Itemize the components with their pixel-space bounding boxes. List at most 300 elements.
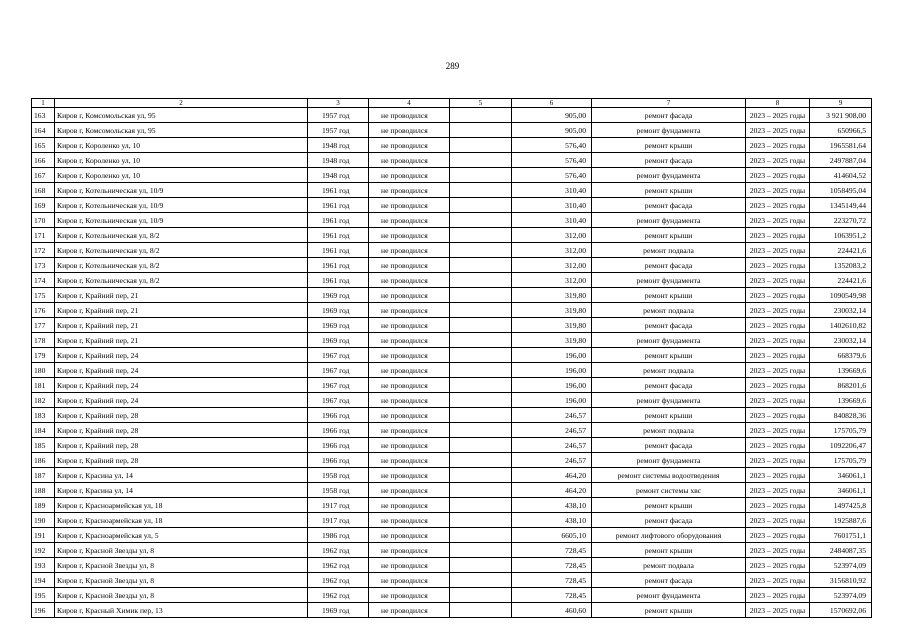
- area-cell: 312,00: [512, 228, 592, 243]
- cost-cell: 1497425,8: [810, 498, 872, 513]
- table-row: [32, 528, 872, 543]
- column-number-header: 9: [810, 99, 872, 108]
- address-cell: Киров г, Красина ул, 14: [55, 468, 308, 483]
- area-cell: 319,80: [512, 333, 592, 348]
- table-row: [32, 288, 872, 303]
- last-repair-cell: не проводился: [369, 318, 450, 333]
- area-cell: 312,00: [512, 273, 592, 288]
- build-year-cell: 1961 год: [308, 273, 369, 288]
- row-number-cell: 166: [32, 153, 55, 168]
- period-cell: 2023 – 2025 годы: [746, 213, 810, 228]
- period-cell: 2023 – 2025 годы: [746, 243, 810, 258]
- last-repair-cell: не проводился: [369, 303, 450, 318]
- cost-cell: 1402610,82: [810, 318, 872, 333]
- work-type-cell: ремонт фасада: [592, 108, 746, 123]
- build-year-cell: 1958 год: [308, 468, 369, 483]
- table-row: [32, 198, 872, 213]
- period-cell: 2023 – 2025 годы: [746, 198, 810, 213]
- last-repair-cell: не проводился: [369, 123, 450, 138]
- last-repair-cell: не проводился: [369, 588, 450, 603]
- work-type-cell: ремонт системы хвс: [592, 483, 746, 498]
- row-number-cell: 165: [32, 138, 55, 153]
- area-cell: 576,40: [512, 138, 592, 153]
- work-type-cell: ремонт крыши: [592, 228, 746, 243]
- column-number-header: 1: [32, 99, 55, 108]
- last-repair-cell: не проводился: [369, 108, 450, 123]
- address-cell: Киров г, Красной Звезды ул, 8: [55, 573, 308, 588]
- column-number-header: 2: [55, 99, 308, 108]
- row-number-cell: 168: [32, 183, 55, 198]
- last-repair-cell: не проводился: [369, 348, 450, 363]
- column-5-cell: [450, 393, 512, 408]
- area-cell: 464,20: [512, 483, 592, 498]
- period-cell: 2023 – 2025 годы: [746, 378, 810, 393]
- address-cell: Киров г, Красный Химик пер, 13: [55, 603, 308, 618]
- build-year-cell: 1967 год: [308, 363, 369, 378]
- row-number-cell: 183: [32, 408, 55, 423]
- column-5-cell: [450, 573, 512, 588]
- build-year-cell: 1961 год: [308, 198, 369, 213]
- cost-cell: 3156810,92: [810, 573, 872, 588]
- build-year-cell: 1917 год: [308, 498, 369, 513]
- area-cell: 196,00: [512, 393, 592, 408]
- column-number-header: 8: [746, 99, 810, 108]
- area-cell: 312,00: [512, 258, 592, 273]
- table-row: [32, 363, 872, 378]
- row-number-cell: 195: [32, 588, 55, 603]
- area-cell: 728,45: [512, 588, 592, 603]
- build-year-cell: 1962 год: [308, 543, 369, 558]
- period-cell: 2023 – 2025 годы: [746, 573, 810, 588]
- period-cell: 2023 – 2025 годы: [746, 528, 810, 543]
- row-number-cell: 190: [32, 513, 55, 528]
- cost-cell: 223270,72: [810, 213, 872, 228]
- address-cell: Киров г, Комсомольская ул, 95: [55, 108, 308, 123]
- period-cell: 2023 – 2025 годы: [746, 603, 810, 618]
- last-repair-cell: не проводился: [369, 153, 450, 168]
- period-cell: 2023 – 2025 годы: [746, 273, 810, 288]
- column-5-cell: [450, 168, 512, 183]
- column-5-cell: [450, 378, 512, 393]
- row-number-cell: 174: [32, 273, 55, 288]
- area-cell: 319,80: [512, 288, 592, 303]
- build-year-cell: 1961 год: [308, 258, 369, 273]
- period-cell: 2023 – 2025 годы: [746, 453, 810, 468]
- column-number-header: 4: [369, 99, 450, 108]
- last-repair-cell: не проводился: [369, 378, 450, 393]
- table-row: [32, 543, 872, 558]
- cost-cell: 7601751,1: [810, 528, 872, 543]
- row-number-cell: 185: [32, 438, 55, 453]
- table-row: [32, 468, 872, 483]
- build-year-cell: 1961 год: [308, 213, 369, 228]
- table-row: [32, 588, 872, 603]
- row-number-cell: 182: [32, 393, 55, 408]
- last-repair-cell: не проводился: [369, 408, 450, 423]
- cost-cell: 1352083,2: [810, 258, 872, 273]
- table-row: [32, 408, 872, 423]
- table-row: [32, 603, 872, 618]
- cost-cell: 1090549,98: [810, 288, 872, 303]
- area-cell: 728,45: [512, 558, 592, 573]
- last-repair-cell: не проводился: [369, 198, 450, 213]
- work-type-cell: ремонт фундамента: [592, 333, 746, 348]
- address-cell: Киров г, Котельническая ул, 8/2: [55, 243, 308, 258]
- row-number-cell: 192: [32, 543, 55, 558]
- row-number-cell: 163: [32, 108, 55, 123]
- address-cell: Киров г, Крайний пер, 24: [55, 393, 308, 408]
- address-cell: Киров г, Крайний пер, 24: [55, 363, 308, 378]
- work-type-cell: ремонт фундамента: [592, 588, 746, 603]
- column-5-cell: [450, 183, 512, 198]
- cost-cell: 2484087,35: [810, 543, 872, 558]
- row-number-cell: 187: [32, 468, 55, 483]
- area-cell: 319,80: [512, 318, 592, 333]
- address-cell: Киров г, Красноармейская ул, 5: [55, 528, 308, 543]
- column-5-cell: [450, 483, 512, 498]
- work-type-cell: ремонт фундамента: [592, 273, 746, 288]
- table-row: [32, 378, 872, 393]
- cost-cell: 1345149,44: [810, 198, 872, 213]
- address-cell: Киров г, Короленко ул, 10: [55, 168, 308, 183]
- column-5-cell: [450, 258, 512, 273]
- address-cell: Киров г, Красной Звезды ул, 8: [55, 543, 308, 558]
- work-type-cell: ремонт лифтового оборудования: [592, 528, 746, 543]
- area-cell: 438,10: [512, 513, 592, 528]
- address-cell: Киров г, Красной Звезды ул, 8: [55, 588, 308, 603]
- table-row: [32, 153, 872, 168]
- row-number-cell: 181: [32, 378, 55, 393]
- row-number-cell: 176: [32, 303, 55, 318]
- address-cell: Киров г, Котельническая ул, 8/2: [55, 228, 308, 243]
- table-row: [32, 273, 872, 288]
- area-cell: 905,00: [512, 108, 592, 123]
- column-number-header: 6: [512, 99, 592, 108]
- build-year-cell: 1966 год: [308, 453, 369, 468]
- work-type-cell: ремонт крыши: [592, 183, 746, 198]
- address-cell: Киров г, Короленко ул, 10: [55, 153, 308, 168]
- period-cell: 2023 – 2025 годы: [746, 408, 810, 423]
- address-cell: Киров г, Крайний пер, 21: [55, 333, 308, 348]
- work-type-cell: ремонт фундамента: [592, 168, 746, 183]
- area-cell: 312,00: [512, 243, 592, 258]
- build-year-cell: 1957 год: [308, 108, 369, 123]
- table-row: [32, 348, 872, 363]
- last-repair-cell: не проводился: [369, 558, 450, 573]
- row-number-cell: 177: [32, 318, 55, 333]
- area-cell: 576,40: [512, 168, 592, 183]
- address-cell: Киров г, Котельническая ул, 8/2: [55, 258, 308, 273]
- cost-cell: 175705,79: [810, 453, 872, 468]
- last-repair-cell: не проводился: [369, 363, 450, 378]
- build-year-cell: 1961 год: [308, 228, 369, 243]
- last-repair-cell: не проводился: [369, 393, 450, 408]
- period-cell: 2023 – 2025 годы: [746, 363, 810, 378]
- row-number-cell: 164: [32, 123, 55, 138]
- table-row: [32, 498, 872, 513]
- address-cell: Киров г, Котельническая ул, 8/2: [55, 273, 308, 288]
- column-5-cell: [450, 528, 512, 543]
- row-number-cell: 184: [32, 423, 55, 438]
- work-type-cell: ремонт фундамента: [592, 123, 746, 138]
- column-number-header: 7: [592, 99, 746, 108]
- cost-cell: 224421,6: [810, 273, 872, 288]
- column-5-cell: [450, 138, 512, 153]
- cost-cell: 523974,09: [810, 588, 872, 603]
- last-repair-cell: не проводился: [369, 213, 450, 228]
- address-cell: Киров г, Крайний пер, 28: [55, 453, 308, 468]
- last-repair-cell: не проводился: [369, 603, 450, 618]
- work-type-cell: ремонт подвала: [592, 243, 746, 258]
- column-5-cell: [450, 288, 512, 303]
- column-number-header: 5: [450, 99, 512, 108]
- row-number-cell: 196: [32, 603, 55, 618]
- build-year-cell: 1948 год: [308, 138, 369, 153]
- build-year-cell: 1969 год: [308, 603, 369, 618]
- cost-cell: 346061,1: [810, 483, 872, 498]
- column-5-cell: [450, 318, 512, 333]
- work-type-cell: ремонт фасада: [592, 318, 746, 333]
- column-5-cell: [450, 273, 512, 288]
- work-type-cell: ремонт крыши: [592, 288, 746, 303]
- last-repair-cell: не проводился: [369, 573, 450, 588]
- column-5-cell: [450, 408, 512, 423]
- period-cell: 2023 – 2025 годы: [746, 498, 810, 513]
- work-type-cell: ремонт крыши: [592, 603, 746, 618]
- period-cell: 2023 – 2025 годы: [746, 588, 810, 603]
- last-repair-cell: не проводился: [369, 333, 450, 348]
- build-year-cell: 1958 год: [308, 483, 369, 498]
- period-cell: 2023 – 2025 годы: [746, 438, 810, 453]
- build-year-cell: 1948 год: [308, 153, 369, 168]
- work-type-cell: ремонт крыши: [592, 543, 746, 558]
- column-5-cell: [450, 333, 512, 348]
- table-row: [32, 558, 872, 573]
- row-number-cell: 191: [32, 528, 55, 543]
- period-cell: 2023 – 2025 годы: [746, 138, 810, 153]
- cost-cell: 1092206,47: [810, 438, 872, 453]
- address-cell: Киров г, Красноармейская ул, 18: [55, 513, 308, 528]
- row-number-cell: 186: [32, 453, 55, 468]
- area-cell: 310,40: [512, 198, 592, 213]
- work-type-cell: ремонт фасада: [592, 198, 746, 213]
- column-5-cell: [450, 438, 512, 453]
- last-repair-cell: не проводился: [369, 453, 450, 468]
- last-repair-cell: не проводился: [369, 183, 450, 198]
- cost-cell: 668379,6: [810, 348, 872, 363]
- last-repair-cell: не проводился: [369, 273, 450, 288]
- address-cell: Киров г, Крайний пер, 21: [55, 288, 308, 303]
- column-5-cell: [450, 558, 512, 573]
- work-type-cell: ремонт фундамента: [592, 213, 746, 228]
- column-5-cell: [450, 423, 512, 438]
- area-cell: 905,00: [512, 123, 592, 138]
- address-cell: Киров г, Крайний пер, 28: [55, 438, 308, 453]
- address-cell: Киров г, Короленко ул, 10: [55, 138, 308, 153]
- address-cell: Киров г, Красина ул, 14: [55, 483, 308, 498]
- work-type-cell: ремонт крыши: [592, 138, 746, 153]
- last-repair-cell: не проводился: [369, 513, 450, 528]
- cost-cell: 224421,6: [810, 243, 872, 258]
- build-year-cell: 1948 год: [308, 168, 369, 183]
- build-year-cell: 1957 год: [308, 123, 369, 138]
- work-type-cell: ремонт фасада: [592, 438, 746, 453]
- work-type-cell: ремонт подвала: [592, 558, 746, 573]
- column-5-cell: [450, 603, 512, 618]
- area-cell: 460,60: [512, 603, 592, 618]
- table-row: [32, 513, 872, 528]
- build-year-cell: 1962 год: [308, 588, 369, 603]
- period-cell: 2023 – 2025 годы: [746, 558, 810, 573]
- column-5-cell: [450, 498, 512, 513]
- address-cell: Киров г, Крайний пер, 24: [55, 348, 308, 363]
- table-body: [32, 108, 872, 618]
- row-number-cell: 173: [32, 258, 55, 273]
- build-year-cell: 1969 год: [308, 288, 369, 303]
- work-type-cell: ремонт фасада: [592, 513, 746, 528]
- column-number-row: [32, 99, 872, 108]
- period-cell: 2023 – 2025 годы: [746, 348, 810, 363]
- column-5-cell: [450, 363, 512, 378]
- row-number-cell: 179: [32, 348, 55, 363]
- period-cell: 2023 – 2025 годы: [746, 123, 810, 138]
- last-repair-cell: не проводился: [369, 543, 450, 558]
- table-row: [32, 228, 872, 243]
- table-row: [32, 138, 872, 153]
- table-row: [32, 483, 872, 498]
- build-year-cell: 1966 год: [308, 423, 369, 438]
- column-5-cell: [450, 453, 512, 468]
- area-cell: 196,00: [512, 363, 592, 378]
- build-year-cell: 1969 год: [308, 333, 369, 348]
- last-repair-cell: не проводился: [369, 438, 450, 453]
- table-row: [32, 303, 872, 318]
- row-number-cell: 189: [32, 498, 55, 513]
- area-cell: 438,10: [512, 498, 592, 513]
- area-cell: 319,80: [512, 303, 592, 318]
- area-cell: 246,57: [512, 423, 592, 438]
- column-5-cell: [450, 543, 512, 558]
- build-year-cell: 1962 год: [308, 558, 369, 573]
- cost-cell: 139669,6: [810, 363, 872, 378]
- row-number-cell: 188: [32, 483, 55, 498]
- area-cell: 246,57: [512, 438, 592, 453]
- period-cell: 2023 – 2025 годы: [746, 183, 810, 198]
- build-year-cell: 1967 год: [308, 348, 369, 363]
- work-type-cell: ремонт фасада: [592, 573, 746, 588]
- table-row: [32, 423, 872, 438]
- cost-cell: 650966,5: [810, 123, 872, 138]
- address-cell: Киров г, Красноармейская ул, 18: [55, 498, 308, 513]
- cost-cell: 175705,79: [810, 423, 872, 438]
- address-cell: Киров г, Котельническая ул, 10/9: [55, 213, 308, 228]
- address-cell: Киров г, Комсомольская ул, 95: [55, 123, 308, 138]
- cost-cell: 3 921 908,00: [810, 108, 872, 123]
- table-row: [32, 453, 872, 468]
- page-number: 289: [445, 61, 460, 71]
- row-number-cell: 180: [32, 363, 55, 378]
- column-5-cell: [450, 228, 512, 243]
- work-type-cell: ремонт крыши: [592, 408, 746, 423]
- cost-cell: 868201,6: [810, 378, 872, 393]
- capital-repair-table: [31, 98, 872, 618]
- build-year-cell: 1962 год: [308, 573, 369, 588]
- last-repair-cell: не проводился: [369, 468, 450, 483]
- column-5-cell: [450, 108, 512, 123]
- cost-cell: 840828,36: [810, 408, 872, 423]
- last-repair-cell: не проводился: [369, 243, 450, 258]
- row-number-cell: 193: [32, 558, 55, 573]
- area-cell: 464,20: [512, 468, 592, 483]
- row-number-cell: 194: [32, 573, 55, 588]
- row-number-cell: 170: [32, 213, 55, 228]
- area-cell: 246,57: [512, 408, 592, 423]
- address-cell: Киров г, Крайний пер, 24: [55, 378, 308, 393]
- period-cell: 2023 – 2025 годы: [746, 333, 810, 348]
- period-cell: 2023 – 2025 годы: [746, 228, 810, 243]
- last-repair-cell: не проводился: [369, 483, 450, 498]
- build-year-cell: 1961 год: [308, 183, 369, 198]
- table-row: [32, 123, 872, 138]
- last-repair-cell: не проводился: [369, 228, 450, 243]
- work-type-cell: ремонт фасада: [592, 378, 746, 393]
- table-row: [32, 438, 872, 453]
- row-number-cell: 178: [32, 333, 55, 348]
- cost-cell: 1058495,04: [810, 183, 872, 198]
- cost-cell: 230032,14: [810, 303, 872, 318]
- period-cell: 2023 – 2025 годы: [746, 303, 810, 318]
- build-year-cell: 1969 год: [308, 318, 369, 333]
- work-type-cell: ремонт крыши: [592, 348, 746, 363]
- work-type-cell: ремонт фасада: [592, 258, 746, 273]
- address-cell: Киров г, Крайний пер, 21: [55, 303, 308, 318]
- cost-cell: 2497887,04: [810, 153, 872, 168]
- cost-cell: 346061,1: [810, 468, 872, 483]
- table-row: [32, 108, 872, 123]
- address-cell: Киров г, Котельническая ул, 10/9: [55, 183, 308, 198]
- table-row: [32, 183, 872, 198]
- last-repair-cell: не проводился: [369, 258, 450, 273]
- last-repair-cell: не проводился: [369, 528, 450, 543]
- column-5-cell: [450, 243, 512, 258]
- table-row: [32, 213, 872, 228]
- column-5-cell: [450, 123, 512, 138]
- table-row: [32, 258, 872, 273]
- row-number-cell: 167: [32, 168, 55, 183]
- cost-cell: 1063951,2: [810, 228, 872, 243]
- work-type-cell: ремонт подвала: [592, 423, 746, 438]
- column-5-cell: [450, 468, 512, 483]
- row-number-cell: 169: [32, 198, 55, 213]
- period-cell: 2023 – 2025 годы: [746, 168, 810, 183]
- cost-cell: 523974,09: [810, 558, 872, 573]
- row-number-cell: 175: [32, 288, 55, 303]
- column-5-cell: [450, 588, 512, 603]
- row-number-cell: 171: [32, 228, 55, 243]
- column-5-cell: [450, 303, 512, 318]
- area-cell: 196,00: [512, 378, 592, 393]
- area-cell: 728,45: [512, 573, 592, 588]
- table-row: [32, 243, 872, 258]
- cost-cell: 1925887,6: [810, 513, 872, 528]
- build-year-cell: 1986 год: [308, 528, 369, 543]
- address-cell: Киров г, Крайний пер, 28: [55, 423, 308, 438]
- cost-cell: 230032,14: [810, 333, 872, 348]
- build-year-cell: 1967 год: [308, 393, 369, 408]
- last-repair-cell: не проводился: [369, 138, 450, 153]
- column-5-cell: [450, 198, 512, 213]
- table-row: [32, 318, 872, 333]
